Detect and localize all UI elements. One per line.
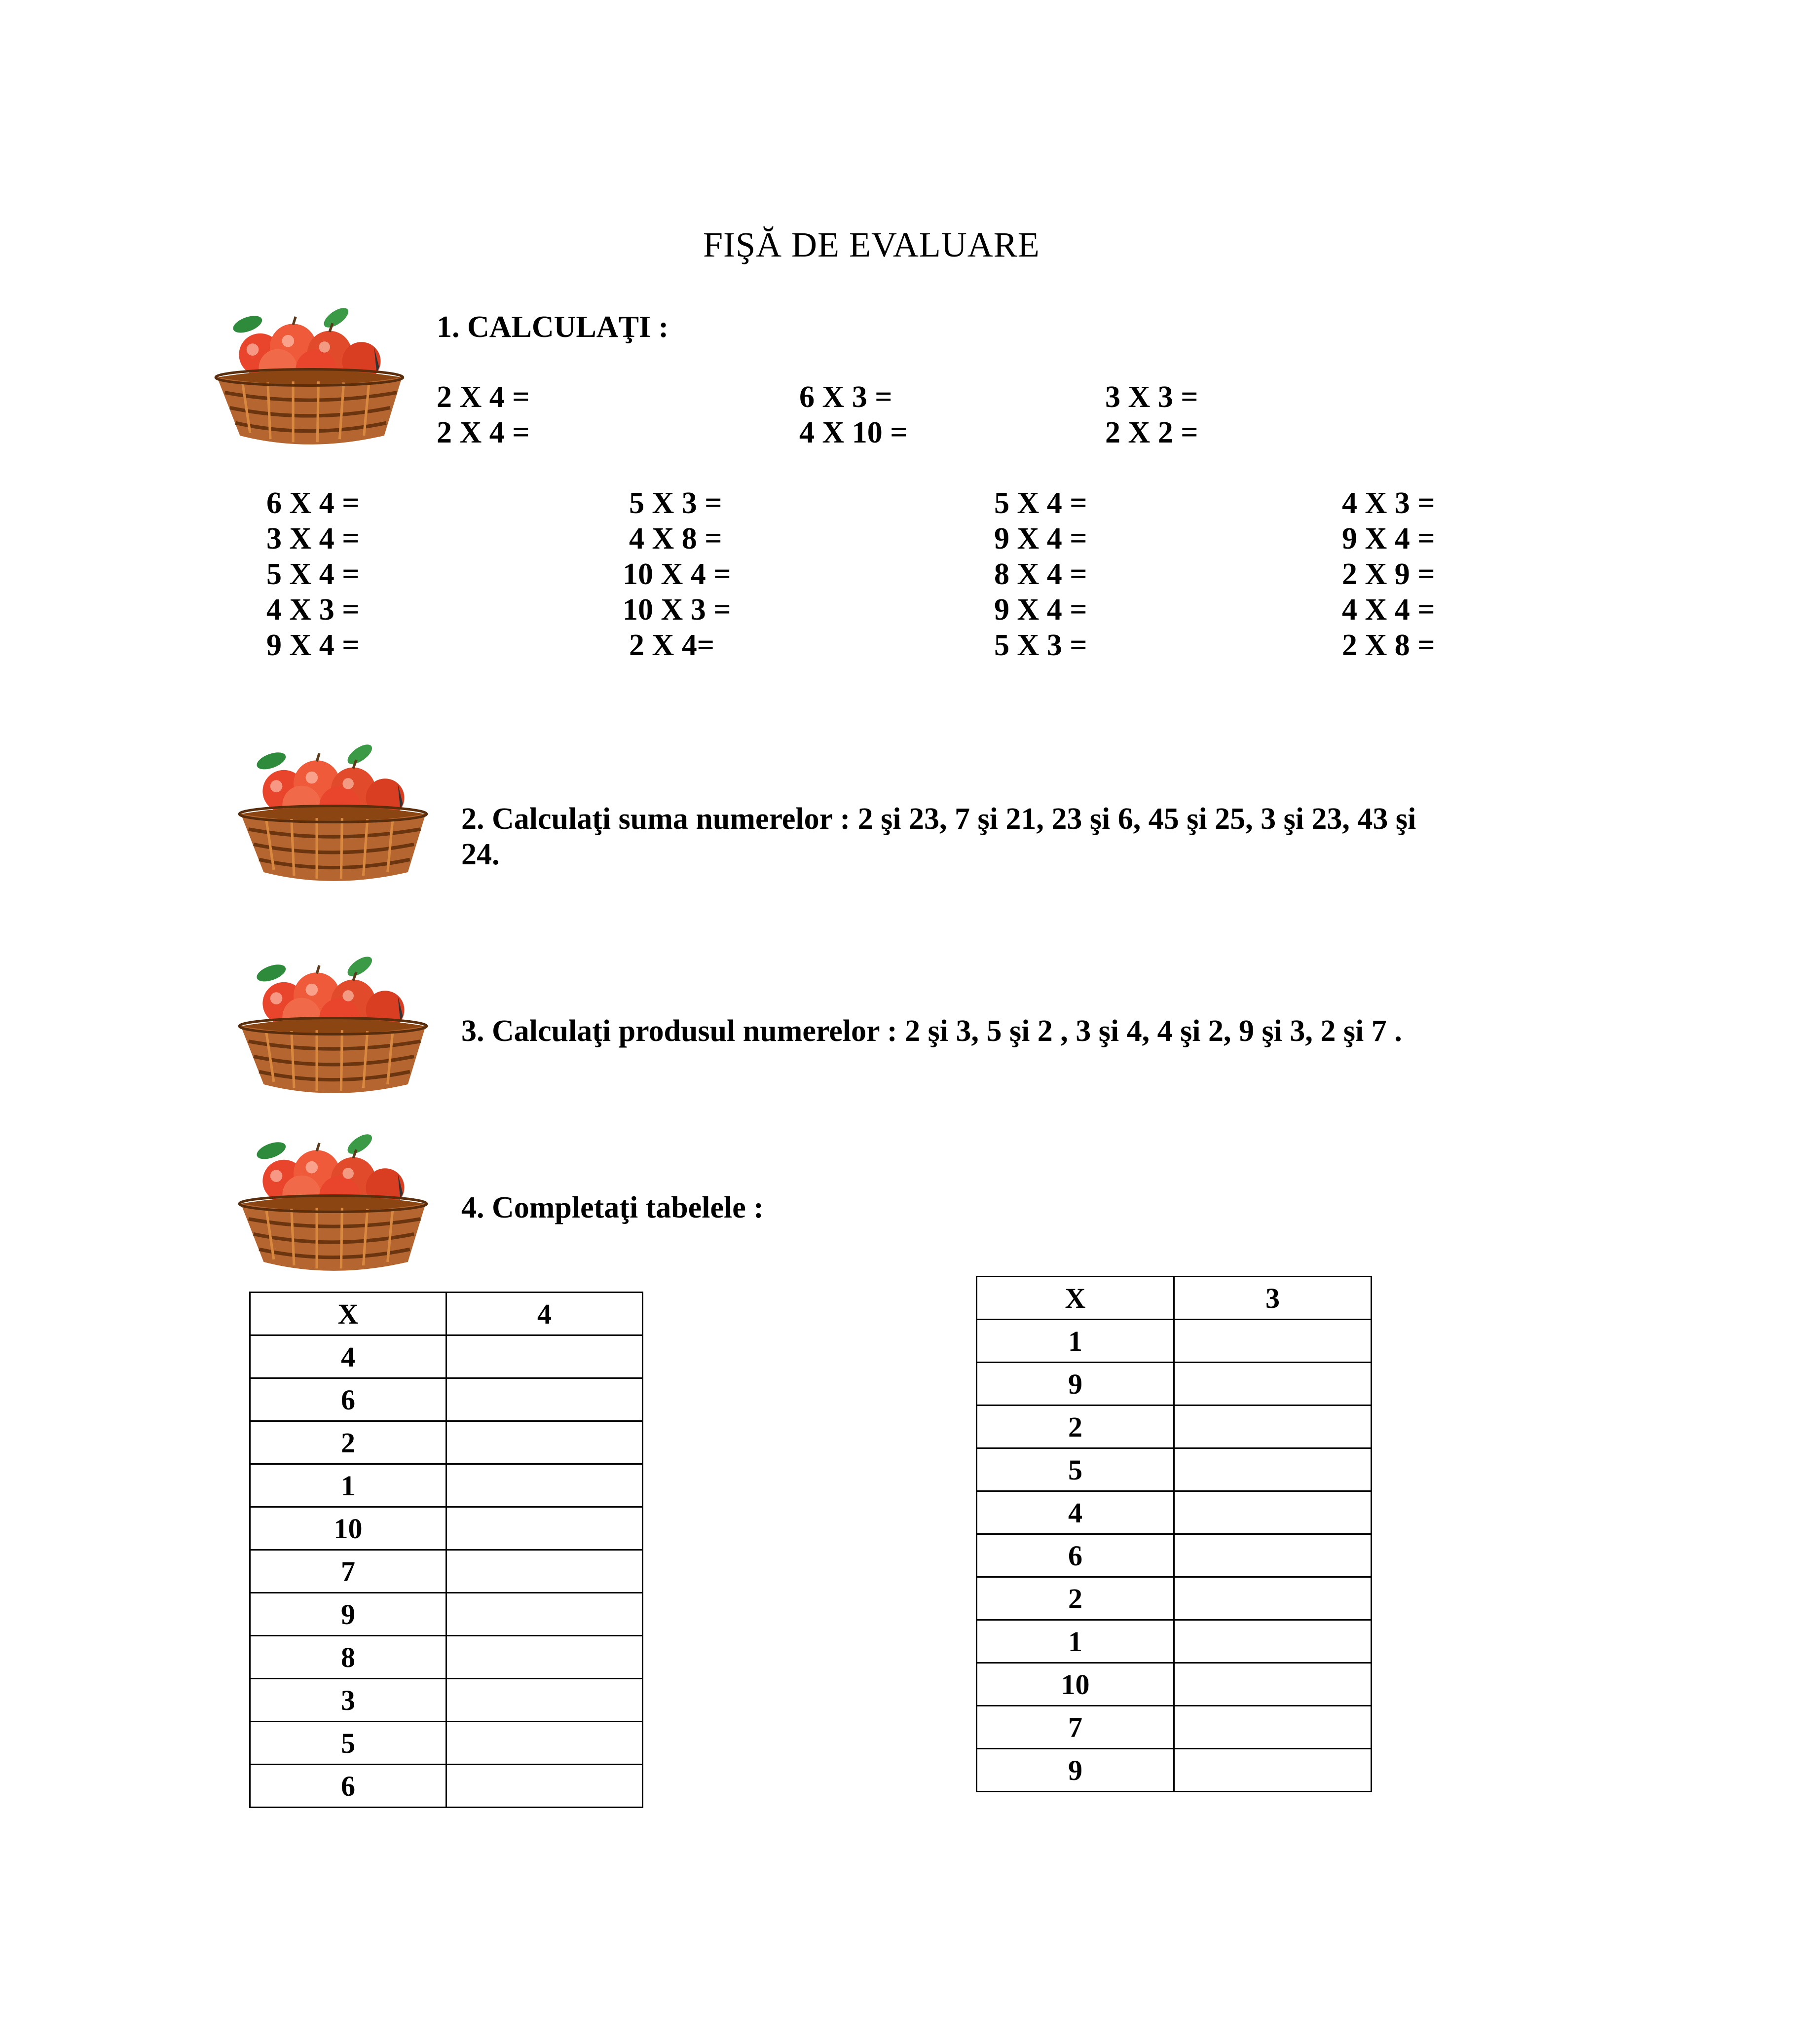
- answer-cell[interactable]: [1174, 1663, 1372, 1706]
- answer-cell[interactable]: [446, 1421, 643, 1464]
- equation: 9 X 4 =: [994, 593, 1087, 627]
- equation: 5 X 3 =: [994, 629, 1087, 662]
- table-row: [977, 1534, 1372, 1577]
- table-header-row: [250, 1293, 643, 1335]
- equation: 5 X 4 =: [266, 557, 360, 591]
- answer-cell[interactable]: [446, 1765, 643, 1808]
- answer-cell[interactable]: [1174, 1706, 1372, 1749]
- answer-cell[interactable]: [446, 1593, 643, 1636]
- factor-cell: 9: [250, 1593, 446, 1636]
- equation: 2 X 9 =: [1342, 557, 1435, 591]
- answer-cell[interactable]: [1174, 1448, 1372, 1491]
- section2-text: 2. Calculaţi suma numerelor : 2 şi 23, 7 şi 21, 23 şi 6, 45 şi 25, 3 şi 23, 43 şi: [461, 802, 1416, 836]
- header-cell: X: [977, 1277, 1174, 1320]
- table-row: [977, 1448, 1372, 1491]
- table-row: [977, 1406, 1372, 1448]
- equation: 9 X 4 =: [266, 629, 360, 662]
- factor-cell: 7: [250, 1550, 446, 1593]
- equation: 3 X 3 =: [1105, 380, 1198, 414]
- factor-cell: 9: [977, 1363, 1174, 1406]
- answer-cell[interactable]: [446, 1636, 643, 1679]
- factor-cell: 10: [977, 1663, 1174, 1706]
- answer-cell[interactable]: [1174, 1406, 1372, 1448]
- equation: 4 X 10 =: [799, 416, 908, 449]
- table-row: [977, 1363, 1372, 1406]
- equation: 10 X 4 =: [623, 557, 731, 591]
- answer-cell[interactable]: [446, 1722, 643, 1765]
- answer-cell[interactable]: [446, 1507, 643, 1550]
- factor-cell: 1: [977, 1320, 1174, 1363]
- equation: 2 X 4 =: [437, 380, 530, 414]
- equation: 4 X 3 =: [266, 593, 360, 627]
- equation: 5 X 3 =: [629, 486, 722, 520]
- section1-heading: 1. CALCULAŢI :: [437, 310, 669, 344]
- table-row: [977, 1749, 1372, 1792]
- equation: 4 X 4 =: [1342, 593, 1435, 627]
- table-row: [250, 1378, 643, 1421]
- factor-cell: 1: [250, 1464, 446, 1507]
- factor-cell: 10: [250, 1507, 446, 1550]
- header-cell: 3: [1174, 1277, 1372, 1320]
- answer-cell[interactable]: [1174, 1749, 1372, 1792]
- table-row: [250, 1421, 643, 1464]
- table-row: [977, 1577, 1372, 1620]
- header-cell: 4: [446, 1293, 643, 1335]
- page-title: FIŞĂ DE EVALUARE: [703, 225, 1040, 264]
- factor-cell: 7: [977, 1706, 1174, 1749]
- multiplication-table-4: [249, 1292, 643, 1808]
- factor-cell: 6: [977, 1534, 1174, 1577]
- table-row: [250, 1507, 643, 1550]
- table-row: [250, 1464, 643, 1507]
- equation: 9 X 4 =: [994, 522, 1087, 555]
- table-row: [977, 1620, 1372, 1663]
- answer-cell[interactable]: [1174, 1534, 1372, 1577]
- table-row: [250, 1722, 643, 1765]
- answer-cell[interactable]: [1174, 1363, 1372, 1406]
- table-row: [250, 1679, 643, 1722]
- factor-cell: 4: [250, 1335, 446, 1378]
- table-row: [250, 1636, 643, 1679]
- equation: 4 X 3 =: [1342, 486, 1435, 520]
- factor-cell: 6: [250, 1378, 446, 1421]
- factor-cell: 6: [250, 1765, 446, 1808]
- equation: 8 X 4 =: [994, 557, 1087, 591]
- factor-cell: 2: [977, 1577, 1174, 1620]
- apple-basket-icon: [236, 742, 433, 886]
- factor-cell: 9: [977, 1749, 1174, 1792]
- section3-text: 3. Calculaţi produsul numerelor : 2 şi 3, 5 şi 2 , 3 şi 4, 4 şi 2, 9 şi 3, 2 şi 7 .: [461, 1014, 1402, 1048]
- apple-basket-icon: [212, 306, 409, 449]
- factor-cell: 5: [977, 1448, 1174, 1491]
- factor-cell: 5: [250, 1722, 446, 1765]
- equation: 4 X 8 =: [629, 522, 722, 555]
- table-row: [977, 1663, 1372, 1706]
- section4-heading: 4. Completaţi tabelele :: [461, 1191, 764, 1224]
- answer-cell[interactable]: [446, 1550, 643, 1593]
- table-row: [250, 1593, 643, 1636]
- factor-cell: 8: [250, 1636, 446, 1679]
- multiplication-table-3: [976, 1276, 1372, 1792]
- section2-text-continued: 24.: [461, 838, 500, 871]
- answer-cell[interactable]: [1174, 1320, 1372, 1363]
- equation: 2 X 8 =: [1342, 629, 1435, 662]
- equation: 6 X 4 =: [266, 486, 360, 520]
- factor-cell: 4: [977, 1491, 1174, 1534]
- equation: 10 X 3 =: [623, 593, 731, 627]
- table-header-row: [977, 1277, 1372, 1320]
- equation: 2 X 2 =: [1105, 416, 1198, 449]
- table-row: [250, 1765, 643, 1808]
- equation: 2 X 4=: [629, 629, 715, 662]
- factor-cell: 1: [977, 1620, 1174, 1663]
- header-cell: X: [250, 1293, 446, 1335]
- table-row: [250, 1550, 643, 1593]
- equation: 6 X 3 =: [799, 380, 892, 414]
- answer-cell[interactable]: [1174, 1577, 1372, 1620]
- table-row: [977, 1320, 1372, 1363]
- factor-cell: 2: [977, 1406, 1174, 1448]
- table-row: [977, 1706, 1372, 1749]
- apple-basket-icon: [236, 955, 433, 1098]
- answer-cell[interactable]: [446, 1679, 643, 1722]
- equation: 9 X 4 =: [1342, 522, 1435, 555]
- answer-cell[interactable]: [446, 1464, 643, 1507]
- answer-cell[interactable]: [1174, 1620, 1372, 1663]
- factor-cell: 2: [250, 1421, 446, 1464]
- table-row: [250, 1335, 643, 1378]
- equation: 2 X 4 =: [437, 416, 530, 449]
- factor-cell: 3: [250, 1679, 446, 1722]
- answer-cell[interactable]: [446, 1335, 643, 1378]
- answer-cell[interactable]: [446, 1378, 643, 1421]
- equation: 3 X 4 =: [266, 522, 360, 555]
- apple-basket-icon: [236, 1132, 433, 1275]
- equation: 5 X 4 =: [994, 486, 1087, 520]
- table-row: [977, 1491, 1372, 1534]
- answer-cell[interactable]: [1174, 1491, 1372, 1534]
